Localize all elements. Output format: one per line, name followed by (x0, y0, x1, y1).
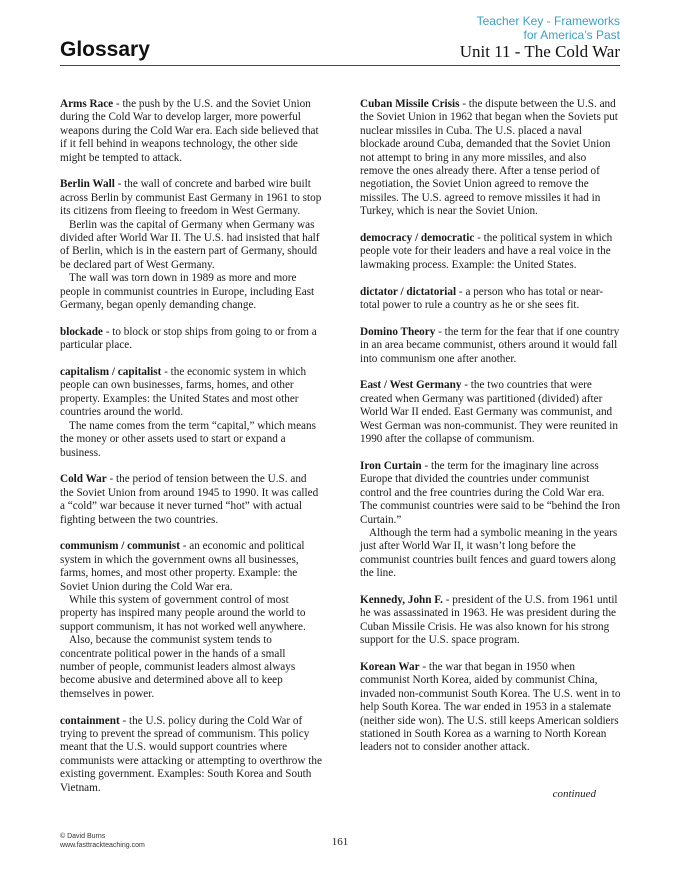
glossary-definition: - a person who has total or near-total power to rule a country as he or she sees fit. (360, 285, 604, 312)
left-column (60, 98, 322, 808)
glossary-definition: - the term for the fear that if one country in an area became communist, others around it would fall into communism one after another. (360, 325, 620, 365)
glossary-entry-kennedy-john-f (360, 594, 622, 648)
glossary-definition: While this system of government control of most property has inspired many people around the world to support communism, it has not worked well anywhere. (60, 593, 306, 633)
glossary-definition: The name comes from the term “capital,” which means the money or other assets used to start or expand a business. (60, 419, 316, 459)
glossary-paragraph (360, 460, 622, 527)
glossary-entry-korean-war (360, 661, 622, 755)
glossary-definition: - the push by the U.S. and the Soviet Union during the Cold War to develop larger, more powerful weapons during the Cold War era. Each side believed that if it fell behind in weapons technology, the other side might be tempted to attack. (60, 98, 319, 164)
glossary-definition: Berlin was the capital of Germany when Germany was divided after World War II. The U.S. had insisted that half of Berlin, which is in the eastern part of Germany, should be declared part of West Germany. (60, 218, 320, 271)
glossary-term: democracy / democratic (360, 232, 475, 245)
glossary-paragraph (60, 272, 322, 312)
header-divider (60, 65, 620, 66)
glossary-definition: - the period of tension between the U.S. and the Soviet Union from around 1945 to 1990. It was called a “cold” war because it never turned “hot” with actual fighting between the two countries. (60, 473, 319, 526)
glossary-entry-arms-race (60, 98, 322, 165)
glossary-term: Korean War (360, 660, 420, 673)
glossary-term: Cold War (60, 473, 107, 486)
glossary-paragraph (60, 420, 322, 460)
right-column (360, 98, 622, 768)
glossary-definition: - the term for the imaginary line across Europe that divided the countries under communist control and the free countries during the Cold War era. The communist countries were said to be “behind the Iron Curtain.” (360, 459, 621, 526)
glossary-entry-democracy-democratic (360, 232, 622, 272)
glossary-entry-iron-curtain (360, 460, 622, 581)
glossary-term: containment (60, 714, 120, 727)
teacher-key-label (477, 14, 620, 42)
glossary-term: dictator / dictatorial (360, 285, 457, 298)
glossary-definition: - an economic and political system in which the government owns all businesses, farms, homes, and most other property. Example: the Soviet Union during the Cold War era. (60, 540, 305, 593)
glossary-paragraph (360, 379, 622, 446)
glossary-term: Iron Curtain (360, 459, 422, 472)
glossary-definition: - the two countries that were created when Germany was partitioned (divided) after World War II ended. East Germany was communist, and West German was non-communist. They were reunited in 1990 after the collapse of communism. (360, 379, 618, 446)
page-number: 161 (331, 836, 349, 848)
glossary-paragraph (60, 98, 322, 165)
glossary-paragraph (60, 715, 322, 795)
glossary-entry-capitalism-capitalist (60, 366, 322, 460)
glossary-definition: Also, because the communist system tends to concentrate political power in the hands of a small number of people, communist leaders almost always become abusive and determined above all to keep themselves in power. (60, 634, 296, 700)
glossary-paragraph (360, 527, 622, 581)
glossary-paragraph (60, 219, 322, 273)
glossary-paragraph (60, 178, 322, 218)
glossary-definition: The wall was torn down in 1989 as more and more people in communist countries in Europe, including East Germany, began openly demanding change. (60, 272, 315, 312)
teacher-key-line-1: Teacher Key - Frameworks (476, 14, 620, 28)
glossary-paragraph (360, 661, 622, 755)
copyright-author: © David Burns (60, 833, 106, 840)
glossary-entry-domino-theory (360, 326, 622, 366)
glossary-term: Arms Race (60, 98, 114, 110)
glossary-entry-east-west-germany (360, 379, 622, 446)
glossary-definition: - the political system in which people vote for their leaders and have a real voice in the lawmaking process. Example: the United States. (360, 232, 613, 271)
glossary-term: Domino Theory (360, 325, 436, 338)
glossary-entry-dictator-dictatorial (360, 286, 622, 313)
unit-title: Unit 11 - The Cold War (459, 42, 620, 61)
glossary-definition: - the U.S. policy during the Cold War of trying to prevent the spread of communism. This policy meant that the U.S. would support countries where communists were attacking or attempting to overthrow the existing government. Examples: South Korea and South Vietnam. (60, 714, 322, 794)
glossary-entry-cold-war (60, 473, 322, 527)
glossary-paragraph (60, 473, 322, 527)
glossary-paragraph (60, 366, 322, 420)
glossary-entry-berlin-wall (60, 178, 322, 312)
glossary-paragraph (60, 634, 322, 701)
glossary-paragraph (60, 594, 322, 634)
page-title: Glossary (60, 38, 150, 61)
glossary-term: Kennedy, John F. (360, 593, 443, 606)
glossary-paragraph (60, 326, 322, 353)
glossary-term: Cuban Missile Crisis (360, 98, 460, 110)
glossary-definition: - to block or stop ships from going to or from a particular place. (60, 325, 317, 352)
glossary-entry-blockade (60, 326, 322, 353)
glossary-term: communism / communist (60, 540, 180, 553)
glossary-paragraph (360, 594, 622, 648)
glossary-term: blockade (60, 325, 103, 338)
glossary-paragraph (360, 286, 622, 313)
glossary-definition: - president of the U.S. from 1961 until he was assassinated in 1963. He was president during the Cuban Missile Crisis. He was also known for his strong support for the U.S. space program. (360, 593, 618, 647)
glossary-paragraph (360, 232, 622, 272)
glossary-entry-cuban-missile-crisis (360, 98, 622, 219)
glossary-entry-communism-communist (60, 540, 322, 701)
glossary-definition: - the war that began in 1950 when communist North Korea, aided by communist China, invaded non-communist South Korea. The U.S. went in to help South Korea. The war ended in 1953 in a stalemate (neither side won). The U.S. still keeps American soldiers stationed in South Korea as a warning to North Korean leaders not to consider another attack. (360, 660, 621, 754)
teacher-key-line-2: for America’s Past (523, 28, 620, 42)
glossary-paragraph (360, 98, 622, 219)
glossary-definition: - the wall of concrete and barbed wire built across Berlin by communist East Germany in 1961 to stop its citizens from fleeing to freedom in West Germany. (60, 178, 322, 218)
continued-label: continued (552, 788, 596, 800)
glossary-entry-containment (60, 715, 322, 795)
glossary-definition: - the dispute between the U.S. and the Soviet Union in 1962 that began when the Soviets put nuclear missiles in Cuba. The U.S. placed a naval blockade around Cuba, demanded that the Soviet Union not attempt to bring in any more missiles, and also remove the ones already there. After a tense period of negotiation, the Soviet Union agreed to remove the missiles. The U.S. agreed to remove missiles it had in Turkey, which is near the Soviet Union. (360, 98, 618, 218)
glossary-definition: Although the term had a symbolic meaning in the years just after World War II, it wasn’t long before the communist countries built fences and guard towers along the line. (360, 526, 618, 580)
glossary-paragraph (360, 326, 622, 366)
glossary-term: Berlin Wall (60, 178, 115, 191)
glossary-definition: - the economic system in which people can own businesses, farms, homes, and other property. Examples: the United States and most other countries around the world. (60, 366, 307, 419)
glossary-term: capitalism / capitalist (60, 366, 162, 379)
glossary-term: East / West Germany (360, 379, 462, 392)
glossary-paragraph (60, 540, 322, 594)
copyright-website: www.fasttrackteaching.com (60, 842, 145, 849)
